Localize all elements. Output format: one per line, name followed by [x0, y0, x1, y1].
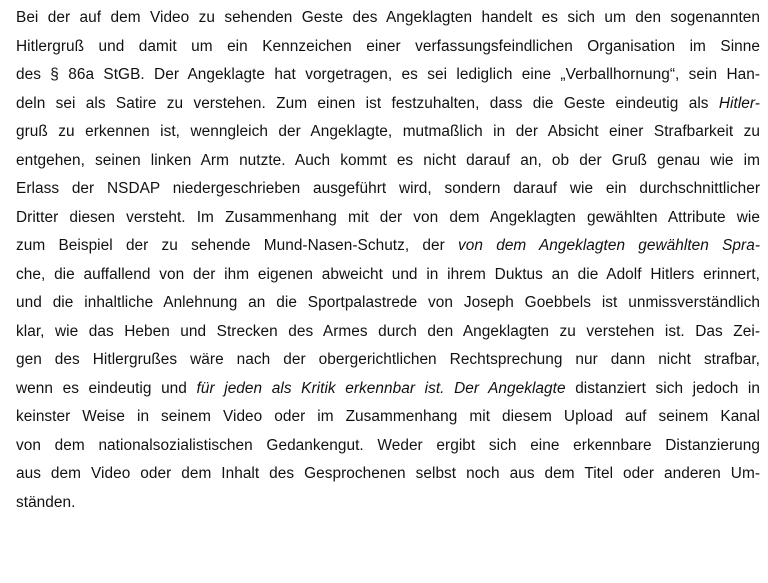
text-line	[16, 232, 760, 261]
text-segment: gruß zu erkennen ist, wenngleich der Angeklagte, mutmaßlich in der Absicht einer Strafbarkeit zu	[16, 123, 760, 140]
text-line	[16, 346, 760, 375]
text-segment: wenn es eindeutig und	[16, 379, 197, 397]
text-line	[16, 460, 760, 489]
text-segment: keinster Weise in seinem Video oder im Zusammenhang mit diesem Upload auf seinem Kanal	[16, 408, 760, 425]
text-line	[16, 403, 760, 432]
text-segment: deln sei als Satire zu verstehen. Zum einen ist festzuhalten, dass die Geste eindeutig als	[16, 94, 719, 112]
text-line	[16, 375, 760, 404]
text-segment: des § 86a StGB. Der Angeklagte hat vorgetragen, es sei lediglich eine „Verballhornung“, sein Han-	[16, 66, 760, 83]
document-paragraph	[16, 4, 760, 517]
text-segment: Hitlergruß und damit um ein Kennzeichen einer verfassungsfeindlichen Organisation im Sinne	[16, 37, 760, 55]
text-line	[16, 261, 760, 290]
text-segment: aus dem Video oder dem Inhalt des Gesprochenen selbst noch aus dem Titel oder anderen Um-	[16, 465, 760, 482]
text-segment: von dem nationalsozialistischen Gedankengut. Weder ergibt sich eine erkennbare Distanzierung	[16, 436, 760, 454]
text-line	[16, 318, 760, 347]
text-line	[16, 90, 760, 119]
text-line	[16, 489, 760, 518]
text-line	[16, 204, 760, 233]
text-segment: Bei der auf dem Video zu sehenden Geste des Angeklagten handelt es sich um den sogenannten	[16, 9, 760, 26]
text-segment: che, die auffallend von der ihm eigenen abweicht und in ihrem Duktus an die Adolf Hitlers erinnert,	[16, 265, 760, 283]
text-segment: gen des Hitlergrußes wäre nach der obergerichtlichen Rechtsprechung nur dann nicht strafbar,	[16, 351, 760, 368]
text-segment: distanziert sich jedoch in	[565, 379, 760, 397]
text-line	[16, 61, 760, 90]
text-segment: Dritter diesen versteht. Im Zusammenhang mit der von dem Angeklagten gewählten Attribute wie	[16, 208, 760, 226]
text-line	[16, 4, 760, 33]
text-segment: Erlass der NSDAP niedergeschrieben ausgeführt wird, sondern darauf wie ein durchschnittlicher	[16, 180, 760, 197]
text-line	[16, 289, 760, 318]
text-line	[16, 33, 760, 62]
italic-text-segment: Hitler-	[718, 94, 760, 112]
text-line	[16, 118, 760, 147]
italic-text-segment: für jeden als Kritik erkennbar ist. Der Angeklagte	[196, 379, 566, 397]
text-segment: zum Beispiel der zu sehende Mund-Nasen-Schutz, der	[16, 237, 459, 254]
text-segment: klar, wie das Heben und Strecken des Armes durch den Angeklagten zu verstehen ist. Das Zei-	[16, 322, 760, 340]
text-segment: entgehen, seinen linken Arm nutzte. Auch kommt es nicht darauf an, ob der Gruß genau wie im	[16, 151, 760, 169]
text-segment: und die inhaltliche Anlehnung an die Sportpalastrede von Joseph Goebbels ist unmissverständlich	[16, 294, 760, 311]
text-line	[16, 147, 760, 176]
italic-text-segment: von dem Angeklagten gewählten Spra-	[458, 237, 760, 254]
text-line	[16, 432, 760, 461]
text-line	[16, 175, 760, 204]
text-segment: ständen.	[16, 493, 76, 511]
